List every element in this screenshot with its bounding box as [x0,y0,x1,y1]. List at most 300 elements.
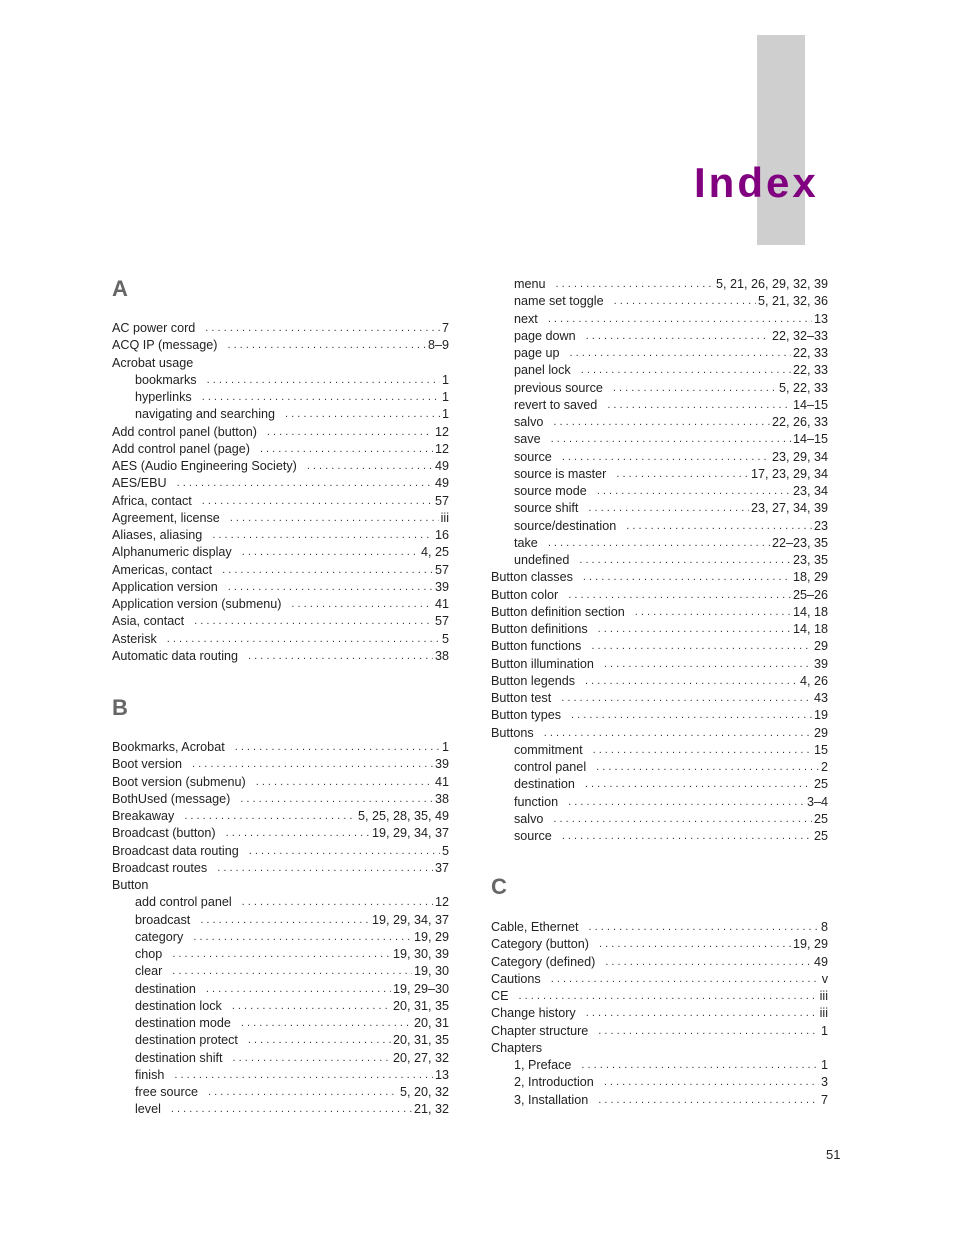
index-entry [514,535,828,552]
dot-leader [200,912,370,929]
index-term: Automatic data routing [112,648,239,663]
index-page-refs: 5, 21, 26, 29, 32, 39 [715,277,828,291]
dot-leader [544,725,812,742]
index-page-refs: 1 [441,372,449,387]
index-entry [514,811,828,828]
dot-leader [177,475,433,492]
dot-leader [241,1015,412,1032]
dot-leader [581,362,791,379]
dot-leader [583,569,791,586]
index-entry [491,707,828,724]
index-page-refs: 19 [813,708,828,723]
index-entry [514,414,828,431]
dot-leader [206,981,391,998]
index-page-refs: 49 [434,476,449,491]
index-term: navigating and searching [135,407,276,422]
section-letter-b: B [112,695,128,720]
index-entry [135,912,449,929]
index-page-refs: 14–15 [792,432,828,447]
index-entry [112,791,449,808]
index-term: Button functions [491,639,582,654]
index-term: hyperlinks [135,390,192,404]
index-term: Agreement, license [112,510,220,525]
index-term: page down [514,328,576,343]
index-term: destination [514,777,575,792]
index-page-refs: 19, 30, 39 [392,947,449,961]
index-page-refs: 19, 29 [792,937,828,952]
index-page-refs: 8 [820,920,828,934]
index-term: AES/EBU [112,476,167,491]
index-term: Category (button) [491,937,590,952]
index-term: source shift [514,501,579,516]
index-term: take [514,535,538,550]
dot-leader [226,825,370,842]
index-page-refs: 20, 31, 35 [392,1033,449,1048]
index-term: Boot version (submenu) [112,774,246,789]
index-entry [514,449,828,466]
index-page-refs: 17, 23, 29, 34 [750,466,828,481]
index-page-refs: 1 [441,407,449,422]
index-entry [514,1074,828,1091]
index-page-refs: 23, 29, 34 [771,449,828,464]
index-term: AC power cord [112,321,196,335]
index-term: panel lock [514,363,571,378]
index-term: broadcast [135,912,191,927]
index-entry [514,742,828,759]
index-term: next [514,311,538,326]
index-page-refs: 38 [434,648,449,663]
index-term: Asia, contact [112,614,185,629]
index-page-refs: 39 [434,579,449,594]
index-entry [112,458,449,475]
index-entry [112,337,449,354]
index-page-refs: 19, 29 [413,929,449,944]
index-term: Asterisk [112,631,157,646]
index-page-refs: 39 [813,656,828,671]
index-page-refs: 12 [434,424,449,439]
index-term: source [514,829,552,843]
index-page-refs: 20, 31, 35 [392,998,449,1013]
index-entry [135,1101,449,1118]
dot-leader [613,380,777,397]
dot-leader [561,690,812,707]
dot-leader [171,1101,412,1118]
index-term: Button definitions [491,622,588,636]
dot-leader [202,493,433,510]
index-term: destination protect [135,1033,238,1048]
index-term: source is master [514,466,607,481]
dot-leader [614,293,756,310]
index-term: destination shift [135,1050,223,1065]
index-term: save [514,432,541,447]
index-page-refs: 14, 18 [792,622,828,636]
index-page-refs: 19, 29, 34, 37 [371,826,449,841]
dot-leader [192,756,433,773]
index-term: Button illumination [491,656,594,671]
index-entry [514,500,828,517]
index-page-refs: 38 [434,791,449,806]
dot-leader [307,458,433,475]
dot-leader [568,794,805,811]
dot-leader [242,544,419,561]
index-term: Americas, contact [112,562,213,577]
dot-leader [267,424,433,441]
dot-leader [599,936,791,953]
index-term: Button classes [491,570,573,585]
index-page-refs: 41 [434,597,449,611]
index-term: Add control panel (page) [112,441,250,456]
index-term: finish [135,1067,165,1082]
dot-leader [248,1032,391,1049]
index-page-refs: 19, 30 [413,964,449,979]
index-page-refs: 3–4 [806,794,828,809]
dot-leader [551,431,791,448]
index-entry [491,1023,828,1040]
index-term: Add control panel (button) [112,424,257,439]
index-term: commitment [514,742,583,757]
index-entry [112,562,449,579]
index-page-refs: 37 [434,860,449,875]
index-page-refs: 21, 32 [413,1102,449,1117]
index-term: source [514,449,552,464]
index-entry [514,380,828,397]
index-term: chop [135,947,163,961]
dot-leader [242,894,433,911]
index-entry [112,355,449,372]
index-page-refs: 7 [441,321,449,335]
index-page-refs: 5 [441,843,449,858]
index-entry [491,1040,828,1057]
index-entry [112,739,449,756]
index-entry [135,389,449,406]
index-page-refs: 15 [813,742,828,757]
index-term: Acrobat usage [112,355,194,370]
dot-leader [228,579,433,596]
index-page-refs: 14–15 [792,397,828,412]
index-page-refs: 22, 33 [792,363,828,378]
index-entry [112,493,449,510]
index-entry [135,998,449,1015]
dot-leader [556,276,714,293]
index-term: Bookmarks, Acrobat [112,740,225,754]
index-term: Breakaway [112,809,175,823]
index-entry [514,276,828,293]
chapter-tab-bar [757,35,805,245]
index-term: Africa, contact [112,493,192,508]
dot-leader [208,1084,398,1101]
index-term: Button test [491,691,552,705]
index-page-refs: iii [440,510,449,525]
index-entry [491,1005,828,1022]
index-term: level [135,1102,161,1117]
index-term: function [514,794,559,809]
index-term: previous source [514,380,603,395]
index-term: bookmarks [135,372,197,387]
index-entry [112,631,449,648]
index-entry [112,527,449,544]
index-term: source mode [514,484,587,498]
dot-leader [596,759,819,776]
index-page-refs: 12 [434,895,449,910]
index-term: BothUsed (message) [112,791,231,806]
index-page-refs: 8–9 [427,338,449,353]
index-term: 2, Introduction [514,1075,594,1090]
index-term: Chapter structure [491,1023,589,1038]
index-entry [491,725,828,742]
dot-leader [291,596,433,613]
index-page-refs: 49 [434,459,449,473]
index-page-refs: 4, 25 [420,545,449,560]
index-entry [514,1092,828,1109]
dot-leader [212,527,433,544]
index-term: Button [112,878,149,892]
index-entry [112,579,449,596]
index-entry [514,431,828,448]
index-page-refs: 5, 22, 33 [778,380,828,395]
index-entry [514,362,828,379]
index-entry [135,1015,449,1032]
index-entry [491,971,828,988]
index-entry [514,483,828,500]
dot-leader [635,604,791,621]
dot-leader [605,954,812,971]
section-letter-a: A [112,276,128,301]
index-page-refs: 19, 29–30 [392,981,449,996]
dot-leader [260,441,433,458]
section-letter-c: C [491,874,507,899]
index-term: salvo [514,415,544,429]
index-entry [514,1057,828,1074]
index-page-refs: 7 [820,1092,828,1107]
index-term: Button color [491,587,559,602]
index-term: Category (defined) [491,954,596,969]
index-page-refs: 16 [434,528,449,542]
dot-leader [585,673,798,690]
index-entry [135,1084,449,1101]
index-term: clear [135,964,163,979]
dot-leader [551,971,820,988]
index-term: Button definition section [491,604,625,619]
index-page-refs: 43 [813,691,828,705]
dot-leader [207,372,440,389]
index-entry [112,320,449,337]
dot-leader [174,1067,433,1084]
index-entry [135,946,449,963]
index-term: Button types [491,708,562,723]
index-term: CE [491,989,509,1003]
index-page-refs: 22, 32–33 [771,328,828,343]
index-page-refs: 57 [434,562,449,577]
index-term: 1, Preface [514,1058,572,1072]
dot-leader [167,631,440,648]
index-term: name set toggle [514,294,604,309]
dot-leader [607,397,791,414]
index-page-refs: 29 [813,725,828,740]
index-entry [514,828,828,845]
dot-leader [581,1057,819,1074]
index-entry [112,877,449,894]
index-page-refs: 23 [813,518,828,533]
index-term: 3, Installation [514,1092,589,1107]
index-term: source/destination [514,518,617,533]
index-term: salvo [514,811,544,826]
index-entry [491,587,828,604]
index-page-refs: 1 [441,740,449,754]
index-term: undefined [514,553,570,567]
dot-leader [172,946,391,963]
index-entry [491,621,828,638]
index-entry [112,860,449,877]
index-page-refs: 20, 27, 32 [392,1050,449,1065]
index-term: Broadcast data routing [112,843,239,858]
index-entry [112,424,449,441]
index-entry [135,894,449,911]
index-page-refs: 23, 27, 34, 39 [750,501,828,516]
index-entry [491,690,828,707]
index-term: Application version [112,579,218,594]
dot-leader [232,998,391,1015]
dot-leader [519,988,818,1005]
index-entry [491,673,828,690]
index-entry [112,544,449,561]
index-entry [135,1050,449,1067]
index-entry [491,569,828,586]
index-entry [514,345,828,362]
index-entry [514,518,828,535]
index-entry [514,776,828,793]
index-entry [491,988,828,1005]
dot-leader [586,328,770,345]
dot-leader [285,406,440,423]
dot-leader [548,311,812,328]
index-term: destination [135,981,196,996]
index-term: menu [514,277,546,291]
index-page-refs: iii [819,989,828,1003]
dot-leader [562,828,812,845]
index-entry [491,638,828,655]
index-page-refs: 49 [813,954,828,969]
index-page-refs: 5, 25, 28, 35, 49 [357,809,449,823]
index-page-refs: 19, 29, 34, 37 [371,912,449,927]
index-entry [514,466,828,483]
dot-leader [248,648,433,665]
index-entry [514,759,828,776]
dot-leader [230,510,439,527]
dot-leader [598,1023,819,1040]
index-page-refs: 22, 33 [792,346,828,360]
index-page-refs: 5 [441,631,449,646]
index-page-refs: 23, 35 [792,553,828,567]
index-term: Cautions [491,971,541,986]
dot-leader [233,1050,391,1067]
index-term: Broadcast routes [112,860,208,875]
index-term: Broadcast (button) [112,826,216,841]
index-entry [514,293,828,310]
index-page-refs: 13 [434,1067,449,1082]
index-entry [514,397,828,414]
index-term: AES (Audio Engineering Society) [112,459,297,473]
index-term: Change history [491,1006,576,1021]
index-term: page up [514,346,560,360]
index-entry [514,311,828,328]
index-page-refs: 39 [434,757,449,772]
index-page-refs: 4, 26 [799,673,828,688]
index-entry [135,981,449,998]
index-page-refs: 1 [820,1058,828,1072]
dot-leader [597,483,791,500]
index-page-refs: 25 [813,829,828,843]
dot-leader [562,449,770,466]
index-term: Buttons [491,725,534,740]
index-term: category [135,929,184,944]
index-page-refs: iii [819,1006,828,1021]
index-term: Cable, Ethernet [491,920,579,934]
index-page-refs: 41 [434,774,449,789]
index-page-refs: 3 [820,1075,828,1090]
index-page-refs: 23, 34 [792,484,828,498]
index-entry [112,756,449,773]
index-entry [135,406,449,423]
index-term: Chapters [491,1040,543,1055]
index-page-refs: 1 [441,390,449,404]
index-entry [135,372,449,389]
index-entry [491,936,828,953]
index-page-refs: 18, 29 [792,570,828,585]
index-page-refs: 5, 21, 32, 36 [757,294,828,309]
index-term: Application version (submenu) [112,597,282,611]
dot-leader [548,535,770,552]
dot-leader [593,742,812,759]
dot-leader [227,337,426,354]
index-page-refs: 13 [813,311,828,326]
index-page-refs: 57 [434,493,449,508]
index-entry [135,929,449,946]
dot-leader [172,963,412,980]
dot-leader [604,1074,819,1091]
index-entry [112,441,449,458]
index-page-refs: 2 [820,760,828,774]
index-entry [514,552,828,569]
index-entry [514,328,828,345]
dot-leader [235,739,440,756]
index-page-refs: 20, 31 [413,1016,449,1030]
index-page-refs: 22, 26, 33 [771,415,828,429]
dot-leader [553,811,812,828]
dot-leader [588,500,749,517]
index-entry [135,963,449,980]
index-entry [491,954,828,971]
index-entry [112,825,449,842]
dot-leader [553,414,770,431]
index-page-refs: 5, 20, 32 [399,1085,449,1099]
dot-leader [604,656,812,673]
index-entry [112,475,449,492]
dot-leader [194,613,433,630]
page-number: 51 [826,1147,841,1162]
index-page-refs: 12 [434,441,449,456]
dot-leader [579,552,791,569]
index-page-refs: 22–23, 35 [771,535,828,550]
index-entry [491,656,828,673]
dot-leader [184,808,356,825]
index-term: ACQ IP (message) [112,338,218,353]
index-page-refs: 25 [813,777,828,792]
index-page-refs: 25 [813,811,828,826]
dot-leader [222,562,433,579]
index-entry [112,843,449,860]
dot-leader [586,1005,818,1022]
index-term: add control panel [135,895,232,910]
